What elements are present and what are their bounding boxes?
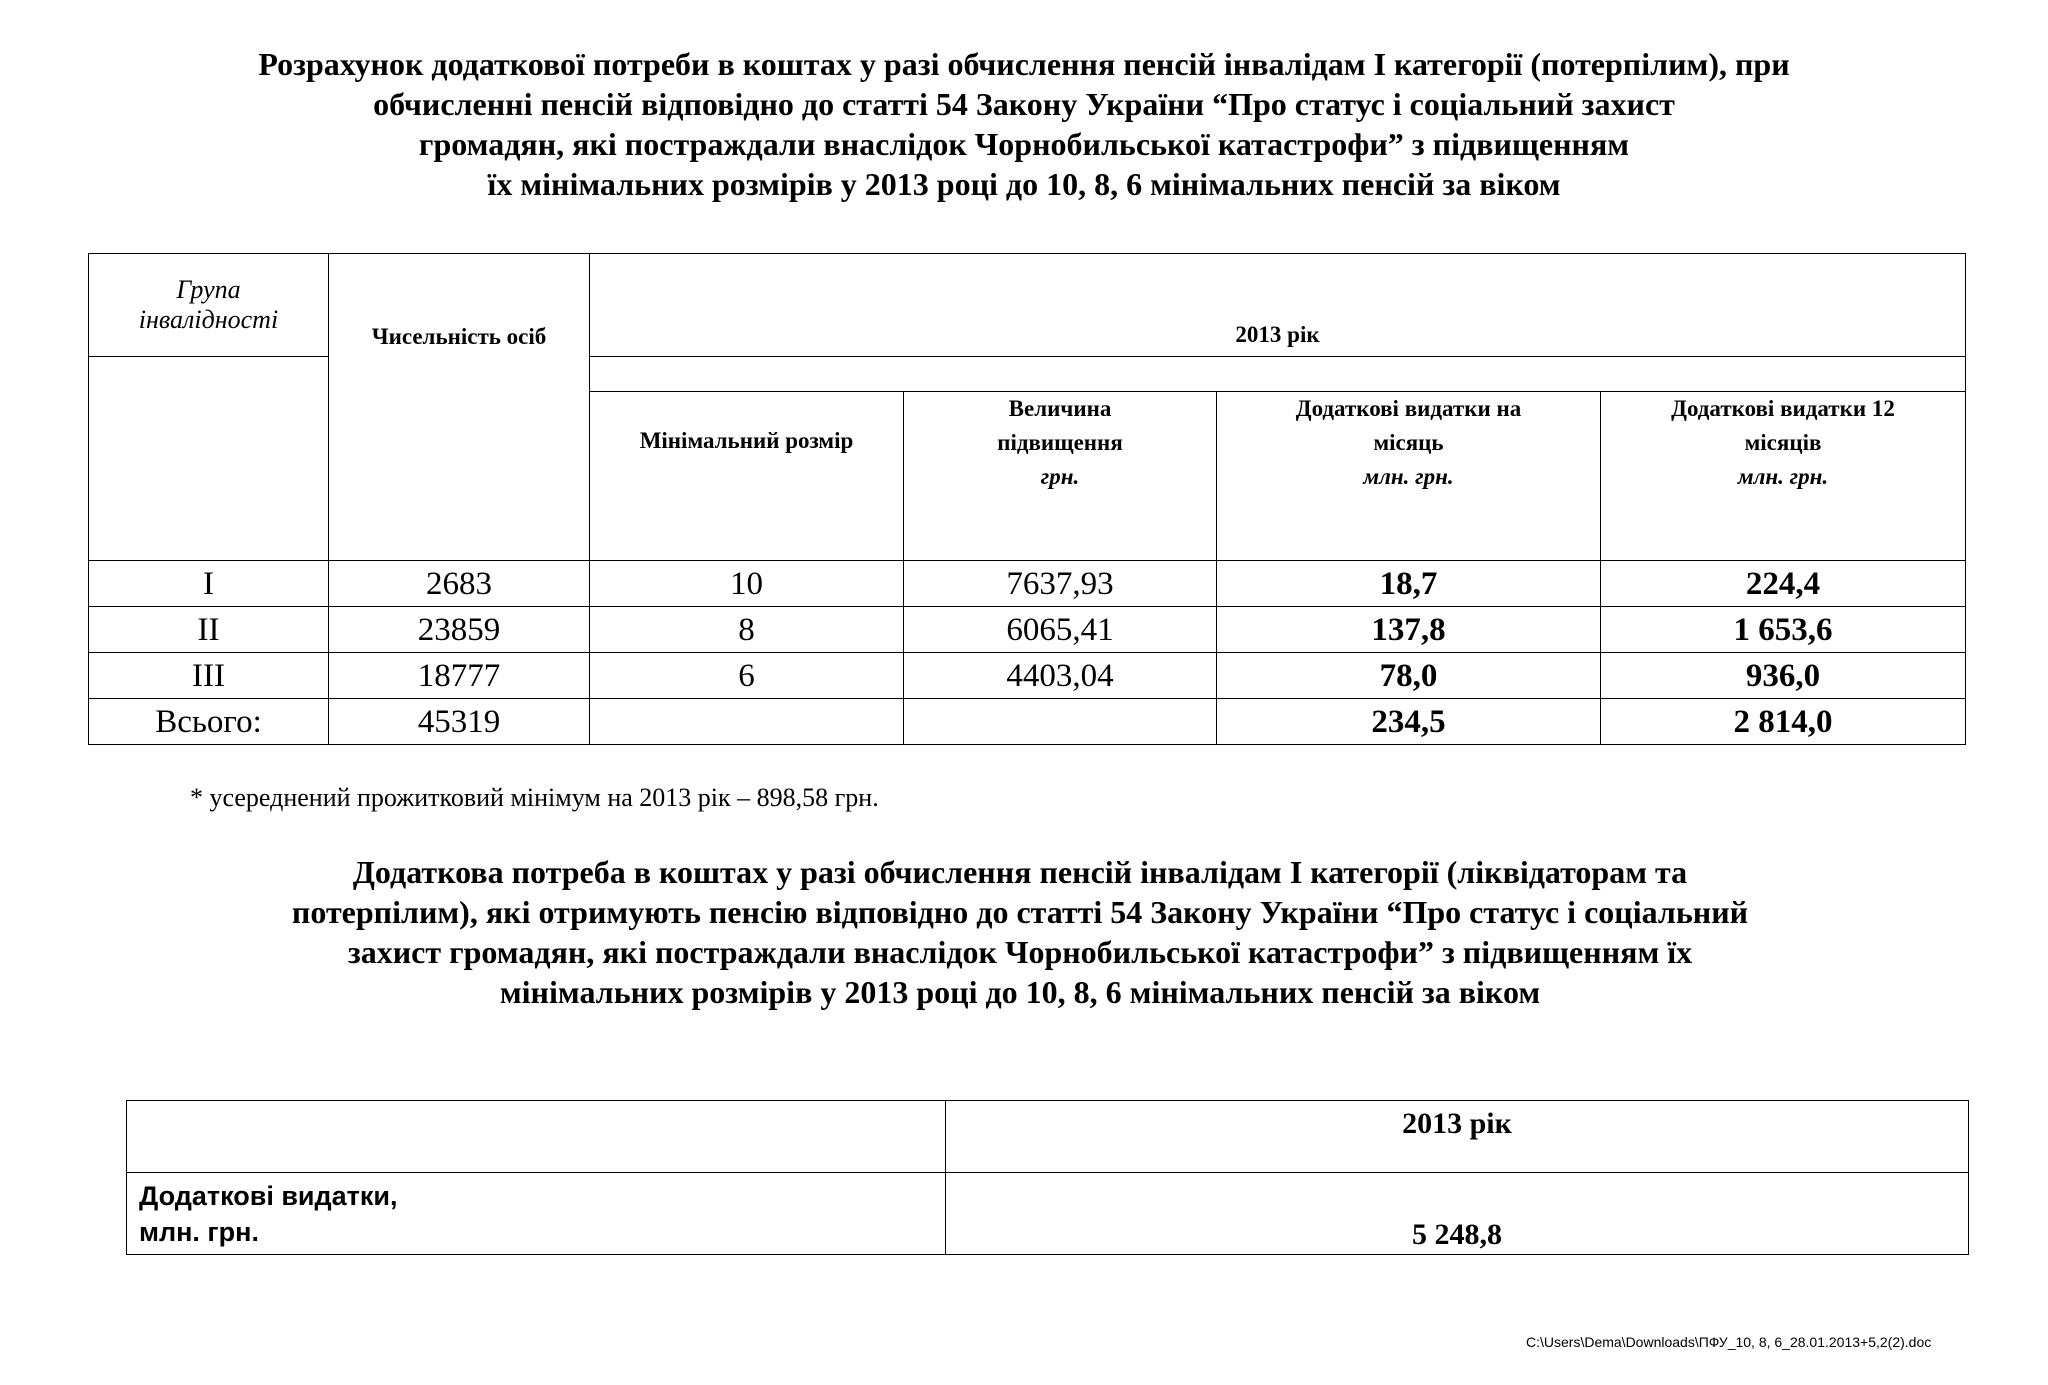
monthly-cell: 78,0 bbox=[1217, 653, 1601, 699]
title-line: Розрахунок додаткової потреби в коштах у разі обчислення пенсій інвалідам I категорії (потерпілим), при bbox=[258, 46, 1790, 82]
increase-header: Величина підвищення грн. bbox=[904, 392, 1217, 561]
title-line: громадян, які постраждали внаслідок Чорнобильської катастрофи” з підвищенням bbox=[418, 126, 1630, 162]
title-line: їх мінімальних розмірів у 2013 році до 10, 8, 6 мінімальних пенсій за віком bbox=[487, 166, 1561, 202]
year-header: 2013 рік bbox=[946, 1101, 1969, 1173]
group-header: Група інвалідності bbox=[89, 254, 329, 357]
group-cell: Всього: bbox=[89, 699, 329, 745]
title-line: Додаткова потреба в коштах у разі обчислення пенсій інвалідам I категорії (ліквідаторам та bbox=[352, 854, 1688, 890]
group-header-blank bbox=[89, 357, 329, 561]
annual-cell: 1 653,6 bbox=[1601, 607, 1966, 653]
blank-header-cell bbox=[127, 1101, 946, 1173]
count-cell: 2683 bbox=[329, 561, 590, 607]
group-cell: I bbox=[89, 561, 329, 607]
increase-cell: 4403,04 bbox=[904, 653, 1217, 699]
monthly-cell: 18,7 bbox=[1217, 561, 1601, 607]
section-title bbox=[110, 852, 1930, 1012]
min-size-header: Мінімальний розмір bbox=[590, 392, 904, 561]
title-line: обчисленні пенсій відповідно до статті 54 Закону України “Про статус і соціальний захист bbox=[373, 86, 1675, 122]
title-line: мінімальних розмірів у 2013 році до 10, 8, 6 мінімальних пенсій за віком bbox=[499, 974, 1541, 1010]
file-path: C:\Users\Dema\Downloads\ПФУ_10, 8, 6_28.01.2013+5,2(2).doc bbox=[1526, 1334, 1932, 1350]
total-row bbox=[89, 699, 1966, 745]
annual-cell: 224,4 bbox=[1601, 561, 1966, 607]
year-header: 2013 рік bbox=[590, 254, 1966, 357]
additional-expenses-table bbox=[126, 1100, 1969, 1255]
monthly-cell: 137,8 bbox=[1217, 607, 1601, 653]
min-cell: 6 bbox=[590, 653, 904, 699]
expenses-value-cell: 5 248,8 bbox=[946, 1173, 1969, 1255]
count-cell: 18777 bbox=[329, 653, 590, 699]
group-cell: II bbox=[89, 607, 329, 653]
increase-cell bbox=[904, 699, 1217, 745]
increase-cell: 6065,41 bbox=[904, 607, 1217, 653]
count-cell: 45319 bbox=[329, 699, 590, 745]
monthly-cell: 234,5 bbox=[1217, 699, 1601, 745]
count-cell: 23859 bbox=[329, 607, 590, 653]
title-line: потерпілим), які отримують пенсію відповідно до статті 54 Закону України “Про статус і соціальний bbox=[291, 894, 1749, 930]
min-cell bbox=[590, 699, 904, 745]
table-row bbox=[89, 561, 1966, 607]
document-title bbox=[0, 44, 2048, 204]
expenses-label-cell: Додаткові видатки, млн. грн. bbox=[127, 1173, 946, 1255]
pension-calculation-table bbox=[88, 253, 1966, 745]
title-line: захист громадян, які постраждали внаслідок Чорнобильської катастрофи” з підвищенням їх bbox=[347, 934, 1693, 970]
group-cell: III bbox=[89, 653, 329, 699]
monthly-expenses-header: Додаткові видатки на місяць млн. грн. bbox=[1217, 392, 1601, 561]
count-header: Чисельність осіб bbox=[329, 254, 590, 561]
min-cell: 8 bbox=[590, 607, 904, 653]
annual-expenses-header: Додаткові видатки 12 місяців млн. грн. bbox=[1601, 392, 1966, 561]
footnote: * усереднений прожитковий мінімум на 2013 рік – 898,58 грн. bbox=[190, 783, 879, 812]
annual-cell: 936,0 bbox=[1601, 653, 1966, 699]
year-subrow-blank bbox=[590, 357, 1966, 392]
annual-cell: 2 814,0 bbox=[1601, 699, 1966, 745]
table-row bbox=[89, 607, 1966, 653]
table-row bbox=[89, 653, 1966, 699]
increase-cell: 7637,93 bbox=[904, 561, 1217, 607]
min-cell: 10 bbox=[590, 561, 904, 607]
